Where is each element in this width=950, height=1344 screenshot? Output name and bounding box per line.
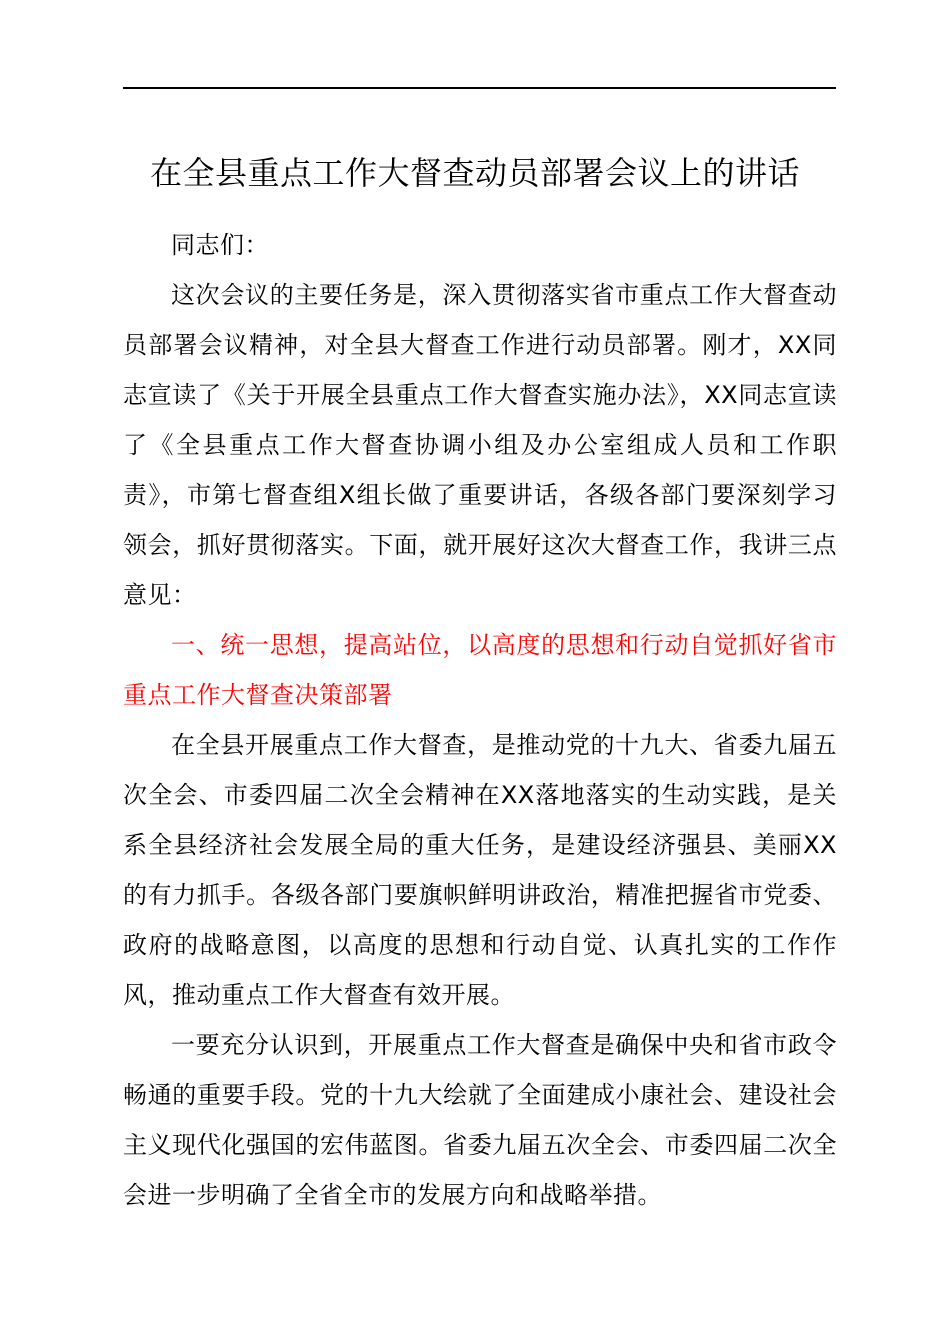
document-body [123, 220, 837, 1220]
document-title: 在全县重点工作大督查动员部署会议上的讲话 [149, 154, 800, 192]
section-heading-1: 一、统一思想，提高站位，以高度的思想和行动自觉抓好省市重点工作大督查决策部署 [123, 631, 837, 709]
salutation: 同志们： [171, 231, 269, 259]
paragraph-point-1: 一要充分认识到，开展重点工作大督查是确保中央和省市政令畅通的重要手段。党的十九大绘就了全面建成小康社会、建设社会主义现代化强国的宏伟蓝图。省委九届五次全会、市委四届二次全会进一步明确了全省全市的发展方向和战略举措。 [123, 1031, 837, 1209]
paragraph-section-1: 在全县开展重点工作大督查，是推动党的十九大、省委九届五次全会、市委四届二次全会精神在XX落地落实的生动实践，是关系全县经济社会发展全局的重大任务，是建设经济强县、美丽XX的有力抓手。各级各部门要旗帜鲜明讲政治，精准把握省市党委、政府的战略意图，以高度的思想和行动自觉、认真扎实的工作作风，推动重点工作大督查有效开展。 [123, 731, 837, 1009]
top-rule [123, 87, 836, 89]
paragraph-intro: 这次会议的主要任务是，深入贯彻落实省市重点工作大督查动员部署会议精神，对全县大督查工作进行动员部署。刚才，XX同志宣读了《关于开展全县重点工作大督查实施办法》，XX同志宣读了《全县重点工作大督查协调小组及办公室组成人员和工作职责》，市第七督查组X组长做了重要讲话，各级各部门要深刻学习领会，抓好贯彻落实。下面，就开展好这次大督查工作，我讲三点意见： [123, 281, 837, 609]
